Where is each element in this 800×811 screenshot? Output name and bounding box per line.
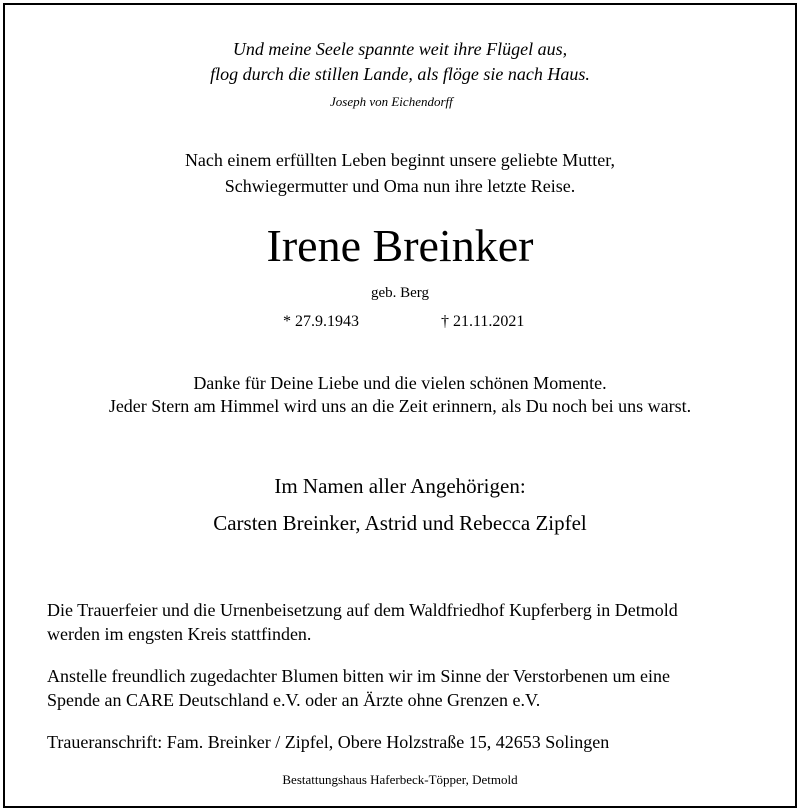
family-names: Carsten Breinker, Astrid und Rebecca Zipfel [213, 511, 587, 535]
thanks-line-1: Danke für Deine Liebe und die vielen schönen Momente. [193, 373, 607, 393]
poem-line-1: Und meine Seele spannte weit ihre Flügel aus, [232, 39, 568, 59]
flowers-line-2: Spende an CARE Deutschland e.V. oder an Ärzte ohne Grenzen e.V. [47, 690, 541, 710]
ceremony-line-1: Die Trauerfeier und die Urnenbeisetzung auf dem Waldfriedhof Kupferberg in Detmold [47, 600, 678, 620]
birth-name: geb. Berg [370, 285, 430, 301]
ceremony-line-2: werden im engsten Kreis stattfinden. [47, 624, 312, 644]
obituary-frame [3, 3, 797, 808]
deceased-name: Irene Breinker [266, 220, 534, 271]
family-heading: Im Namen aller Angehörigen: [274, 474, 526, 498]
intro-line-2: Schwiegermutter und Oma nun ihre letzte Reise. [224, 176, 576, 196]
birth-date: * 27.9.1943 [283, 313, 359, 330]
intro-line-1: Nach einem erfüllten Leben beginnt unsere geliebte Mutter, [184, 150, 616, 170]
mourning-address: Traueranschrift: Fam. Breinker / Zipfel, Obere Holzstraße 15, 42653 Solingen [47, 732, 610, 752]
poem-line-2: flog durch die stillen Lande, als flöge sie nach Haus. [210, 64, 590, 84]
flowers-line-1: Anstelle freundlich zugedachter Blumen bitten wir im Sinne der Verstorbenen um eine [47, 666, 670, 686]
death-date: † 21.11.2021 [441, 313, 525, 330]
thanks-line-2: Jeder Stern am Himmel wird uns an die Zeit erinnern, als Du noch bei uns warst. [108, 396, 692, 416]
poem-author: Joseph von Eichendorff [330, 94, 453, 109]
funeral-home: Bestattungshaus Haferbeck-Töpper, Detmold [282, 772, 518, 787]
